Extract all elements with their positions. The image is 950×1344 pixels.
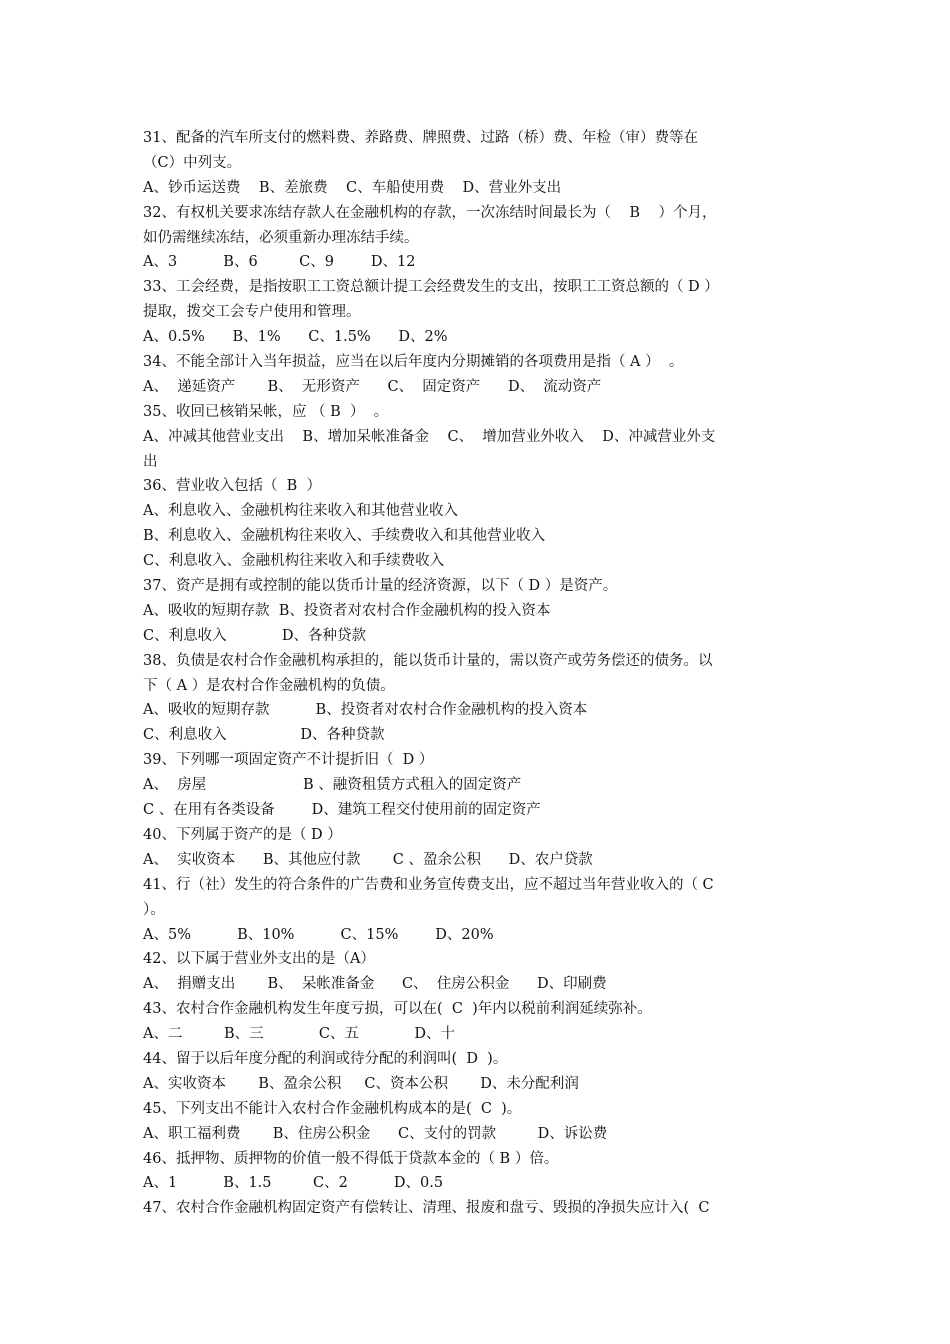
text-line: ）。: [143, 901, 165, 918]
text-line: 33、工会经费，是指按职工工资总额计提工会经费发生的支出，按职工工资总额的（ D ）: [143, 279, 719, 296]
text-line: A、 实收资本 B、其他应付款 C 、盈余公积 D、农户贷款: [143, 851, 593, 868]
text-line: 35、收回已核销呆帐，应 （ B ） 。: [143, 403, 389, 420]
text-line: 提取，拨交工会专户使用和管理。: [143, 304, 361, 321]
text-line: A、实收资本 B、盈余公积 C、资本公积 D、未分配利润: [143, 1075, 579, 1092]
text-line: 下（ A ）是农村合作金融机构的负债。: [143, 677, 395, 694]
text-line: 39、下列哪一项固定资产不计提折旧（ D ）: [143, 752, 434, 769]
text-line: A、 递延资产 B、 无形资产 C、 固定资产 D、 流动资产: [143, 378, 602, 395]
text-line: 36、营业收入包括（ B ）: [143, 478, 322, 495]
text-line: C、利息收入 D、各种贷款: [143, 627, 367, 644]
text-line: A、5% B、10% C、15% D、20%: [143, 926, 494, 943]
document-page: [143, 126, 813, 1221]
text-line: 44、留于以后年度分配的利润或待分配的利润叫( D )。: [143, 1050, 508, 1067]
text-line: 出: [143, 453, 158, 470]
text-line: 31、配备的汽车所支付的燃料费、养路费、牌照费、过路（桥）费、年检（审）费等在: [143, 130, 698, 146]
text-line: A、吸收的短期存款 B、投资者对农村合作金融机构的投入资本: [143, 702, 588, 719]
text-line: 45、下列支出不能计入农村合作金融机构成本的是( C )。: [143, 1100, 522, 1117]
text-line: C 、在用有各类设备 D、建筑工程交付使用前的固定资产: [143, 802, 541, 819]
text-line: 41、行（社）发生的符合条件的广告费和业务宣传费支出，应不超过当年营业收入的（ C: [143, 876, 714, 893]
text-line: A、0.5% B、1% C、1.5% D、2%: [143, 329, 448, 346]
text-line: 34、不能全部计入当年损益，应当在以后年度内分期摊销的各项费用是指（ A ） 。: [143, 354, 684, 371]
text-line: A、冲减其他营业支出 B、增加呆帐准备金 C、 增加营业外收入 D、冲减营业外支: [143, 428, 716, 445]
text-line: A、 捐赠支出 B、 呆帐准备金 C、 住房公积金 D、印刷费: [143, 976, 607, 993]
text-line: A、职工福利费 B、住房公积金 C、支付的罚款 D、诉讼费: [143, 1125, 608, 1142]
text-line: B、利息收入、金融机构往来收入、手续费收入和其他营业收入: [143, 528, 546, 545]
text-line: （C）中列支。: [143, 154, 242, 171]
text-line: A、利息收入、金融机构往来收入和其他营业收入: [143, 503, 458, 520]
text-line: 43、农村合作金融机构发生年度亏损，可以在( C )年内以税前利润延续弥补。: [143, 1001, 652, 1018]
text-line: A、钞币运送费 B、差旅费 C、车船使用费 D、营业外支出: [143, 179, 562, 196]
text-line: A、吸收的短期存款 B、投资者对农村合作金融机构的投入资本: [143, 602, 551, 619]
text-line: 47、农村合作金融机构固定资产有偿转让、清理、报废和盘亏、毁损的净损失应计入( C: [143, 1200, 710, 1217]
text-line: 42、以下属于营业外支出的是（A）: [143, 951, 375, 968]
text-line: 37、资产是拥有或控制的能以货币计量的经济资源，以下（ D ）是资产。: [143, 578, 618, 595]
text-line: 如仍需继续冻结，必须重新办理冻结手续。: [143, 229, 419, 246]
text-line: C、利息收入、金融机构往来收入和手续费收入: [143, 553, 445, 570]
text-line: 46、抵押物、质押物的价值一般不得低于贷款本金的（ B ）倍。: [143, 1150, 559, 1167]
text-line: A、二 B、三 C、五 D、十: [143, 1026, 455, 1043]
text-line: A、3 B、6 C、9 D、12: [143, 254, 416, 271]
text-line: 32、有权机关要求冻结存款人在金融机构的存款，一次冻结时间最长为（ B ）个月，: [143, 204, 717, 221]
text-line: A、 房屋 B 、融资租赁方式租入的固定资产: [143, 777, 522, 794]
text-line: 40、下列属于资产的是（ D ）: [143, 826, 342, 843]
text-line: 38、负债是农村合作金融机构承担的，能以货币计量的，需以资产或劳务偿还的债务。以: [143, 652, 713, 669]
text-line: C、利息收入 D、各种贷款: [143, 727, 385, 744]
text-line: A、1 B、1.5 C、2 D、0.5: [143, 1175, 444, 1192]
